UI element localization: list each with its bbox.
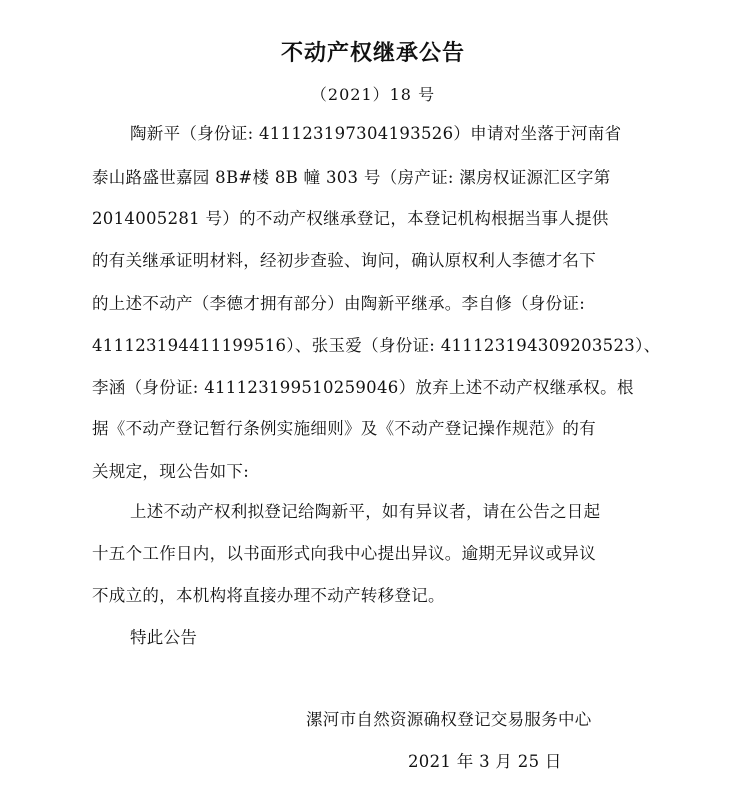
body-line: 陶新平（身份证: 411123197304193526）申请对坐落于河南省 [130, 124, 622, 143]
body-line: 泰山路盛世嘉园 8B#楼 8B 幢 303 号（房产证: 漯房权证源汇区字第 [92, 168, 611, 187]
body-line: 据《不动产登记暂行条例实施细则》及《不动产登记操作规范》的有 [92, 419, 596, 438]
body-line: 关规定，现公告如下: [92, 462, 250, 481]
body-line: 上述不动产权利拟登记给陶新平，如有异议者，请在公告之日起 [130, 502, 601, 521]
body-line: 的上述不动产（李德才拥有部分）由陶新平继承。李自修（身份证: [92, 294, 586, 313]
body-line: 不成立的，本机构将直接办理不动产转移登记。 [92, 586, 445, 605]
notice-date: 2021 年 3 月 25 日 [408, 752, 562, 771]
notice-doc-number: （2021）18 号 [310, 85, 436, 104]
body-line: 十五个工作日内，以书面形式向我中心提出异议。逾期无异议或异议 [92, 544, 596, 563]
body-line: 411123194411199516）、张玉爱（身份证: 411123194309203523）、 [92, 336, 661, 355]
body-line: 2014005281 号）的不动产权继承登记，本登记机构根据当事人提供 [92, 209, 609, 228]
notice-title: 不动产权继承公告 [280, 41, 465, 66]
body-line: 的有关继承证明材料，经初步查验、询问，确认原权利人李德才名下 [92, 251, 596, 270]
body-line: 李涵（身份证: 411123199510259046）放弃上述不动产权继承权。根 [92, 378, 634, 397]
signature-organization: 漯河市自然资源确权登记交易服务中心 [306, 710, 592, 729]
closing-line: 特此公告 [130, 628, 198, 647]
